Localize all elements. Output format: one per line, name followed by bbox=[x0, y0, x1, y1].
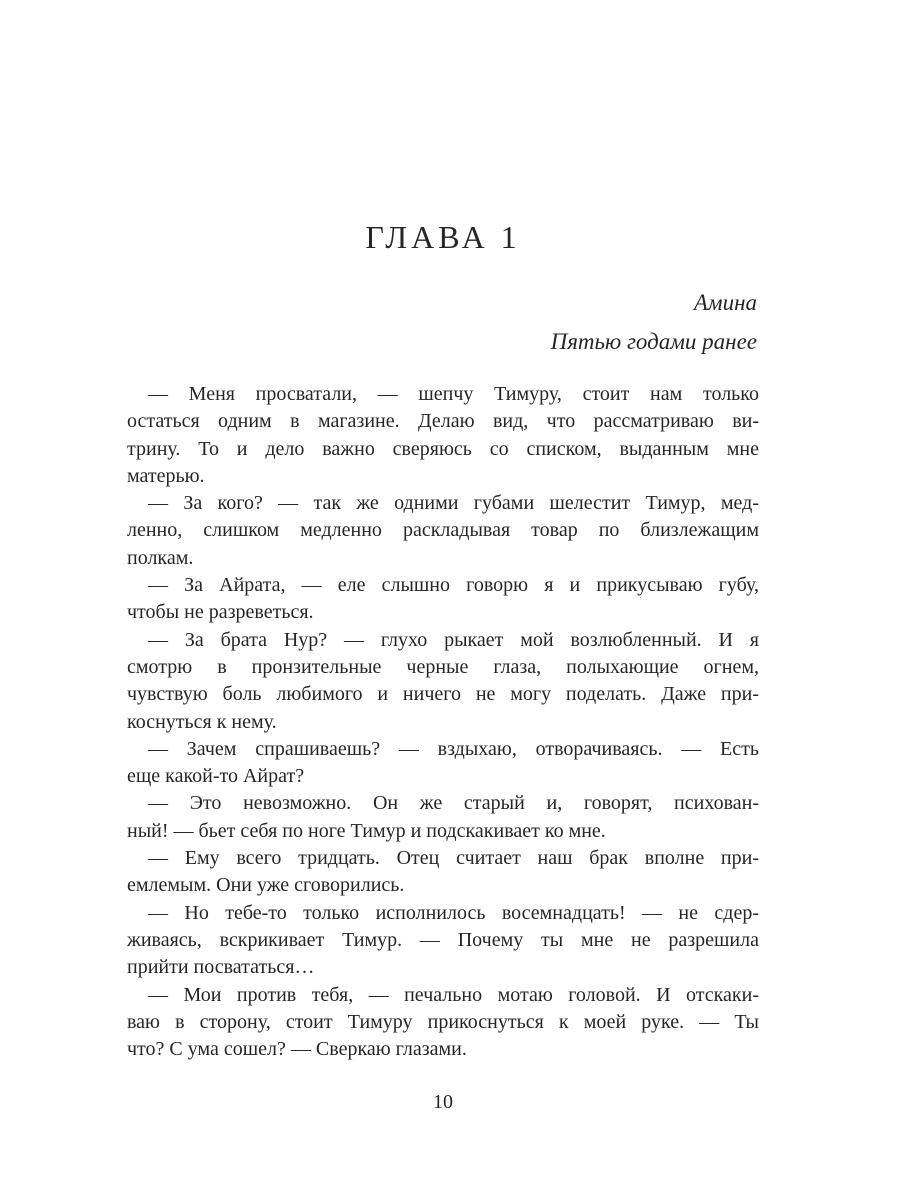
paragraph bbox=[127, 627, 759, 736]
paragraph bbox=[127, 572, 759, 627]
text-line: трину. То и дело важно сверяюсь со списком, выданным мне bbox=[127, 437, 759, 460]
text-line: еще какой-то Айрат? bbox=[127, 765, 305, 788]
chapter-title: ГЛАВА 1 bbox=[365, 219, 521, 255]
body-text bbox=[127, 381, 759, 1063]
text-line: ный! — бьет себя по ноге Тимур и подскакивает ко мне. bbox=[127, 819, 606, 842]
text-line: емлемым. Они уже сговорились. bbox=[127, 874, 405, 897]
text-line: — Мои против тебя, — печально мотаю головой. И отскаки- bbox=[148, 983, 759, 1006]
text-line: что? С ума сошел? — Сверкаю глазами. bbox=[127, 1038, 467, 1061]
text-line: матерью. bbox=[127, 464, 205, 487]
text-line: коснуться к нему. bbox=[127, 710, 277, 733]
paragraph bbox=[127, 982, 759, 1064]
text-line: — За Айрата, — еле слышно говорю я и прикусываю губу, bbox=[148, 574, 759, 597]
paragraph bbox=[127, 845, 759, 900]
text-line: чувствую боль любимого и ничего не могу поделать. Даже при- bbox=[127, 683, 759, 706]
text-line: — Но тебе-то только исполнилось восемнадцать! — не сдер- bbox=[148, 901, 759, 924]
paragraph bbox=[127, 736, 759, 791]
text-line: прийти посвататься… bbox=[127, 956, 315, 979]
text-line: — Ему всего тридцать. Отец считает наш брак вполне при- bbox=[148, 847, 759, 870]
text-line: остаться одним в магазине. Делаю вид, что рассматриваю ви- bbox=[127, 410, 759, 433]
text-line: живаясь, вскрикивает Тимур. — Почему ты мне не разрешила bbox=[127, 928, 759, 951]
text-line: — За брата Нур? — глухо рыкает мой возлюбленный. И я bbox=[148, 628, 759, 651]
text-line: — Меня просватали, — шепчу Тимуру, стоит нам только bbox=[148, 383, 759, 405]
text-line: полкам. bbox=[127, 546, 194, 569]
page-number: 10 bbox=[433, 1091, 453, 1113]
paragraph bbox=[127, 381, 759, 490]
text-line: ленно, слишком медленно раскладывая товар по близлежащим bbox=[127, 519, 759, 542]
text-line: — Зачем спрашиваешь? — вздыхаю, отворачиваясь. — Есть bbox=[148, 737, 759, 760]
text-line: — За кого? — так же одними губами шелестит Тимур, мед- bbox=[148, 492, 759, 515]
pov-name: Амина bbox=[693, 290, 757, 315]
paragraph bbox=[127, 490, 759, 572]
text-line: — Это невозможно. Он же старый и, говорят, психован- bbox=[148, 792, 759, 815]
text-line: чтобы не разреветься. bbox=[127, 601, 314, 624]
text-line: смотрю в пронзительные черные глаза, полыхающие огнем, bbox=[127, 655, 759, 678]
chapter-subtitle bbox=[127, 283, 757, 361]
text-line: ваю в сторону, стоит Тимуру прикоснуться к моей руке. — Ты bbox=[127, 1010, 759, 1033]
paragraph bbox=[127, 900, 759, 982]
time-note: Пятью годами ранее bbox=[550, 329, 757, 354]
paragraph bbox=[127, 790, 759, 845]
text-column bbox=[127, 0, 759, 1200]
